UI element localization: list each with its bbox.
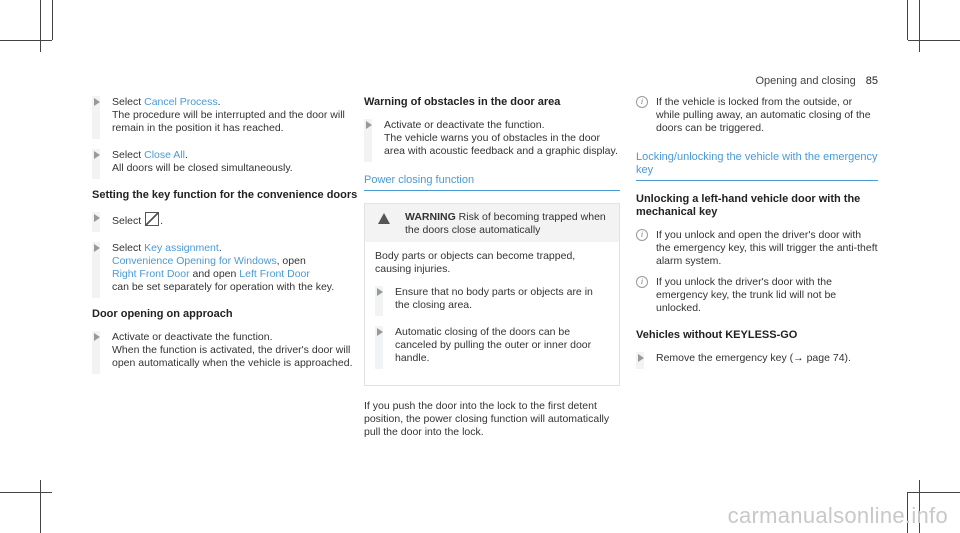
heading-door-approach: Door opening on approach: [92, 308, 233, 320]
cancel-process-link[interactable]: Cancel Process: [144, 96, 218, 108]
step-description: The vehicle warns you of obstacles in the door area with acoustic feedback and a graphic display.: [384, 132, 618, 157]
section-emergency-key: Locking/unlocking the vehicle with the emergency key: [636, 151, 878, 181]
step-text: Activate or deactivate the function.: [112, 331, 273, 343]
crop-mark: [0, 492, 52, 493]
info-text: If you unlock and open the driver's door with the emergency key, this will trigger the anti-theft alarm system.: [656, 229, 878, 267]
step-description: When the function is activated, the driver's door will open automatically when the vehicle is approached.: [112, 344, 353, 369]
step-select-key: [92, 212, 358, 228]
step-arrow-icon: [94, 333, 100, 341]
step-description: All doors will be closed simultaneously.: [112, 162, 293, 174]
step-text: .: [184, 149, 188, 161]
key-symbol-icon: [145, 212, 159, 226]
step-cancel-process: [92, 96, 358, 135]
warning-item-text: Automatic closing of the doors can be canceled by pulling the outer or inner door handle.: [395, 326, 592, 364]
warning-item-text: Ensure that no body parts or objects are in the closing area.: [395, 286, 593, 311]
step-description: The procedure will be interrupted and the door will remain in the position it has reached.: [112, 109, 345, 134]
page-ref-arrow-icon: →: [793, 352, 804, 364]
step-key-assignment: [92, 242, 358, 294]
warning-triangle-icon: [378, 213, 390, 224]
key-assignment-link[interactable]: Key assignment: [144, 242, 219, 254]
left-front-door-link[interactable]: Left Front Door: [239, 268, 310, 280]
step-text: Select: [112, 215, 145, 227]
crop-mark: [908, 40, 960, 41]
page-number: 85: [865, 75, 878, 87]
step-text: Remove the emergency key (: [656, 352, 794, 364]
step-arrow-icon: [94, 151, 100, 159]
step-remove-key: [636, 352, 878, 365]
step-text: .: [160, 215, 164, 227]
warning-intro: Body parts or objects can become trapped, causing injuries.: [375, 250, 576, 275]
info-note: [636, 229, 878, 268]
heading-keyless: Vehicles without KEYLESS-GO: [636, 329, 798, 341]
watermark: carmanualsonline.info: [727, 503, 948, 528]
step-approach: [92, 331, 358, 370]
step-text: , open: [276, 255, 306, 267]
step-text: .: [218, 242, 222, 254]
info-note: [636, 276, 878, 315]
step-description: can be set separately for operation with the key.: [112, 281, 335, 293]
heading-unlocking: Unlocking a left-hand vehicle door with the mechanical key: [636, 193, 861, 218]
step-arrow-icon: [366, 121, 372, 129]
warning-box: [364, 203, 620, 386]
crop-mark: [40, 480, 41, 533]
crop-mark: [908, 492, 960, 493]
close-all-link[interactable]: Close All: [144, 149, 185, 161]
section-power-closing: Power closing function: [364, 174, 620, 191]
step-text: Select: [112, 149, 145, 161]
step-text: .: [217, 96, 221, 108]
step-arrow-icon: [94, 98, 100, 106]
info-text: If you unlock the driver's door with the emergency key, the trunk lid will not be unlocked.: [656, 276, 837, 314]
column-left: [92, 96, 358, 384]
step-arrow-icon: [377, 288, 383, 296]
crop-mark: [907, 0, 908, 40]
section-title: Opening and closing: [755, 75, 856, 87]
step-text: Select: [112, 242, 145, 254]
crop-mark: [919, 0, 920, 52]
step-arrow-icon: [94, 214, 100, 222]
step-obstacles: [364, 119, 620, 158]
step-text: Activate or deactivate the function.: [384, 119, 545, 131]
warning-body: [365, 242, 619, 385]
warning-title: Risk of becoming trapped when the doors close automatically: [405, 211, 606, 236]
warning-header: [365, 204, 619, 242]
info-icon: i: [636, 229, 648, 241]
column-middle: [364, 96, 620, 439]
page-ref-link[interactable]: page 74).: [803, 352, 851, 364]
heading-key-function: Setting the key function for the convenience doors: [92, 189, 358, 201]
step-arrow-icon: [638, 354, 644, 362]
crop-mark: [0, 40, 52, 41]
warning-item: [375, 286, 609, 312]
power-closing-paragraph: If you push the door into the lock to the first detent position, the power closing function will automatically pull the door into the lock.: [364, 400, 610, 438]
page-header: [755, 75, 878, 87]
info-icon: i: [636, 276, 648, 288]
step-text: Select: [112, 96, 145, 108]
step-close-all: [92, 149, 358, 175]
heading-obstacles: Warning of obstacles in the door area: [364, 96, 561, 108]
warning-label: WARNING: [405, 211, 456, 223]
step-arrow-icon: [94, 244, 100, 252]
convenience-opening-link[interactable]: Convenience Opening for Windows: [112, 255, 277, 267]
info-note: [636, 96, 878, 135]
right-front-door-link[interactable]: Right Front Door: [112, 268, 190, 280]
crop-mark: [40, 0, 41, 52]
step-text: and open: [189, 268, 240, 280]
crop-mark: [52, 0, 53, 40]
info-text: If the vehicle is locked from the outside, or while pulling away, an automatic closing of the doors can be triggered.: [656, 96, 871, 134]
info-icon: i: [636, 96, 648, 108]
column-right: [636, 96, 878, 379]
step-arrow-icon: [377, 328, 383, 336]
warning-item: [375, 326, 609, 365]
